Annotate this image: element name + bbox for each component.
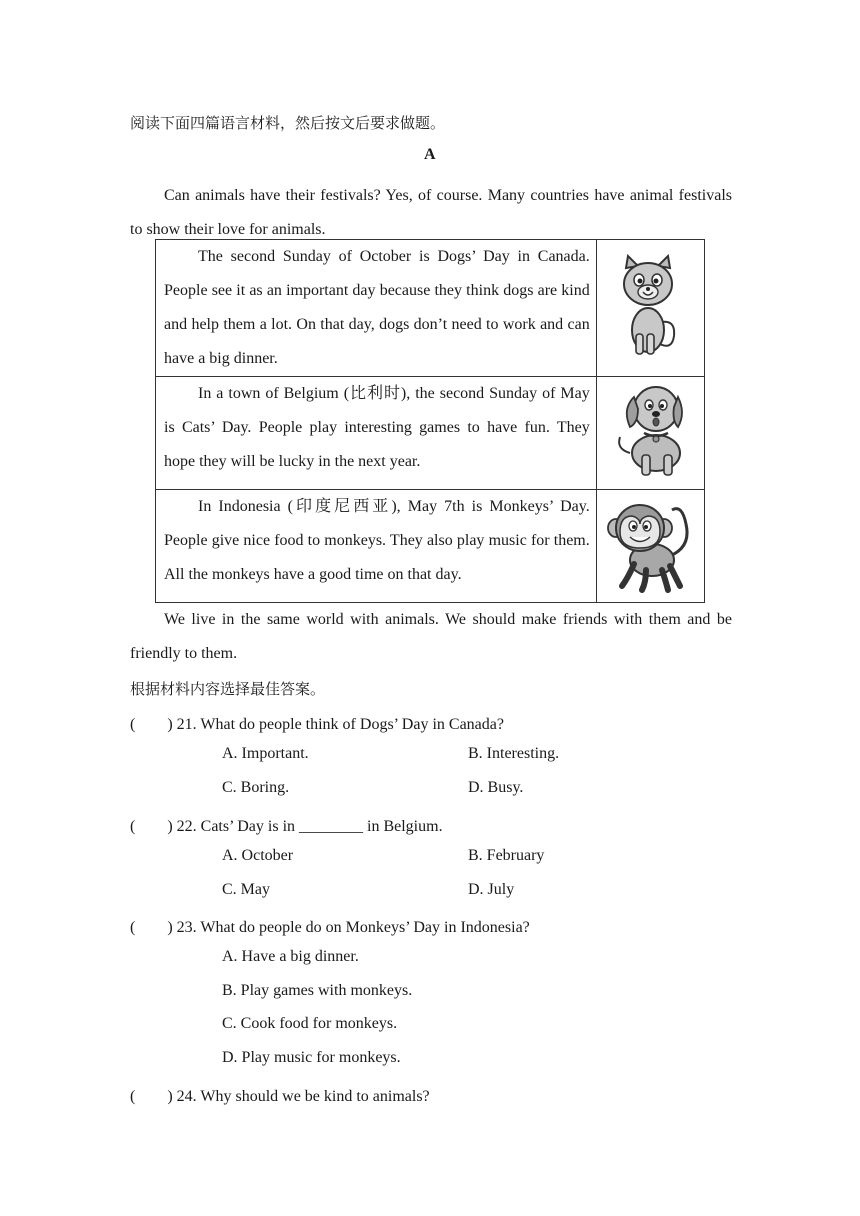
table-cell-text: In Indonesia (印度尼西亚), May 7th is Monkeys’ Day. People give nice food to monkeys. They also play music for them. All the monkeys have a good time on that day. <box>156 490 597 603</box>
table-cell-text: In a town of Belgium (比利时), the second Sunday of May is Cats’ Day. People play interesting games to have fun. They hope they will be lucky in the next year. <box>156 377 597 490</box>
table-cell-image <box>596 240 704 377</box>
question-22-option-c: C. May <box>222 881 270 898</box>
question-23-option-c: C. Cook food for monkeys. <box>222 1015 398 1032</box>
question-22-option-b: B. February <box>468 847 545 864</box>
section-instruction: 阅读下面四篇语言材料，然后按文后要求做题。 <box>130 114 446 132</box>
table-cell-image <box>596 377 704 490</box>
question-23-stem: ( ) 23. What do people do on Monkeys’ Day in Indonesia? <box>130 919 530 936</box>
question-21-option-a: A. Important. <box>222 745 309 762</box>
section-heading: A <box>424 146 436 163</box>
task-instruction: 根据材料内容选择最佳答案。 <box>130 680 326 698</box>
question-21-stem: ( ) 21. What do people think of Dogs’ Day in Canada? <box>130 716 504 733</box>
closing-paragraph: We live in the same world with animals. We should make friends with them and be friendly to them. <box>130 611 732 662</box>
question-24-stem: ( ) 24. Why should we be kind to animals? <box>130 1088 430 1105</box>
question-22-option-a: A. October <box>222 847 294 864</box>
table-row <box>156 490 705 603</box>
festival-table <box>155 239 705 603</box>
dog-illustration <box>612 383 688 479</box>
question-21-option-b: B. Interesting. <box>468 745 560 762</box>
intro-paragraph: Can animals have their festivals? Yes, of course. Many countries have animal festivals to show their love for animals. <box>130 187 732 238</box>
table-row <box>156 240 705 377</box>
question-23-option-a: A. Have a big dinner. <box>222 948 359 965</box>
question-23-option-d: D. Play music for monkeys. <box>222 1049 401 1066</box>
monkey-illustration <box>606 494 694 594</box>
cat-illustration <box>614 254 686 358</box>
table-row <box>156 377 705 490</box>
question-23-option-b: B. Play games with monkeys. <box>222 982 413 999</box>
question-22-stem: ( ) 22. Cats’ Day is in ________ in Belgium. <box>130 818 443 835</box>
question-22-option-d: D. July <box>468 881 515 898</box>
table-cell-image <box>596 490 704 603</box>
question-21-option-d: D. Busy. <box>468 779 524 796</box>
question-21-option-c: C. Boring. <box>222 779 290 796</box>
table-cell-text: The second Sunday of October is Dogs’ Day in Canada. People see it as an important day because they think dogs are kind and help them a lot. On that day, dogs don’t need to work and can have a big dinner. <box>156 240 597 377</box>
